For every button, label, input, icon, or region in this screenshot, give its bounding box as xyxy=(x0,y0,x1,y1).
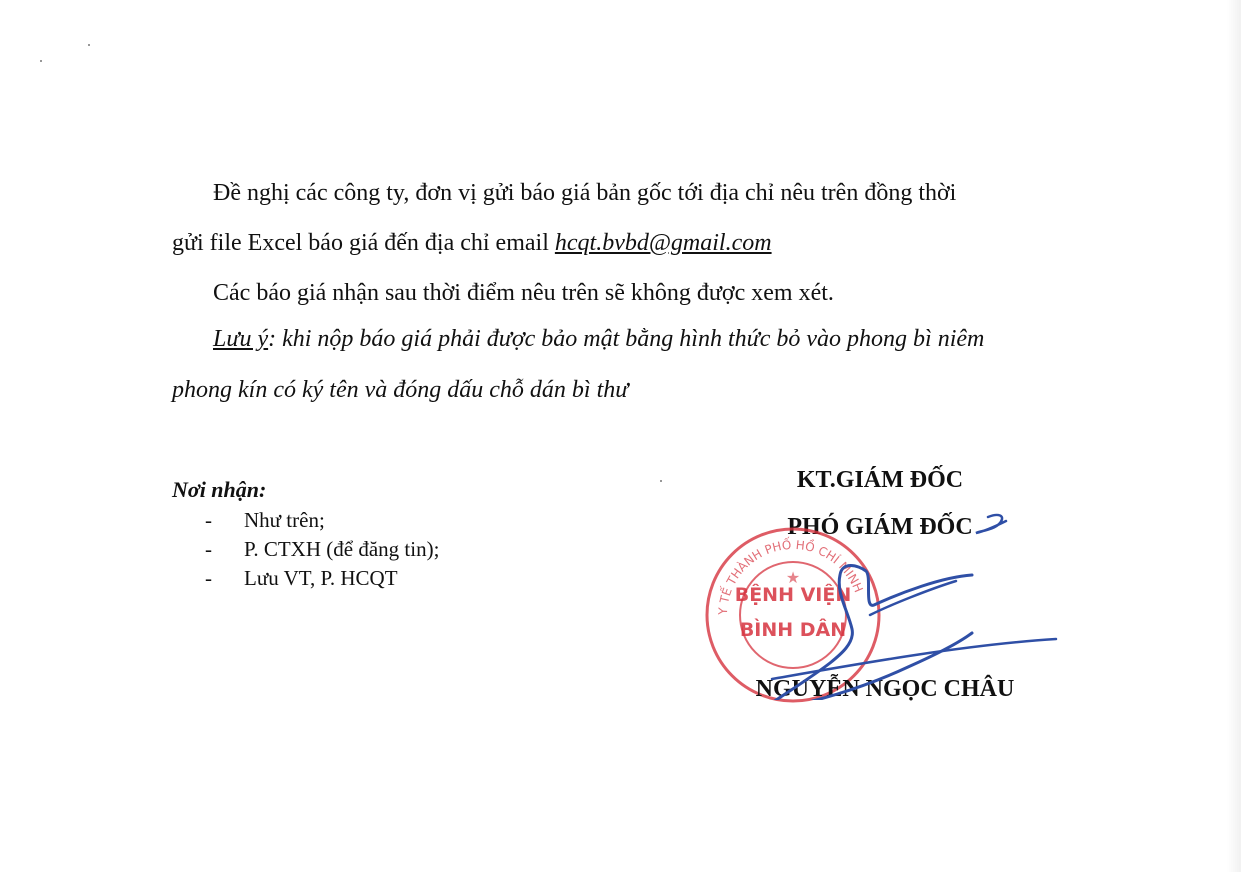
scan-edge xyxy=(1227,0,1241,872)
recipient-text: P. CTXH (để đăng tin); xyxy=(244,537,440,561)
note-text: : khi nộp báo giá phải được bảo mật bằng hình thức bỏ vào phong bì niêm xyxy=(268,326,985,352)
stamp-line-1: BỆNH VIỆN xyxy=(734,584,852,606)
note-label: Lưu ý xyxy=(213,326,269,352)
body-paragraph-1-line-1: Đề nghị các công ty, đơn vị gửi báo giá bản gốc tới địa chỉ nêu trên đồng thời xyxy=(213,180,957,206)
signature-title-2: PHÓ GIÁM ĐỐC xyxy=(787,514,973,540)
email-link[interactable]: hcqt.bvbd@gmail.com xyxy=(554,230,772,256)
handwritten-signature-icon xyxy=(760,505,1070,700)
stamp-line-2: BÌNH DÂN xyxy=(739,619,847,641)
note-line-2: phong kín có ký tên và đóng dấu chỗ dán bì thư xyxy=(172,377,629,403)
note-line-1 xyxy=(213,324,984,354)
stamp-ring-text: Y TẾ THÀNH PHỐ HỒ CHÍ MINH xyxy=(715,537,866,616)
scan-speck xyxy=(40,60,42,62)
list-item xyxy=(205,535,439,564)
signer-name: NGUYỄN NGỌC CHÂU xyxy=(755,676,1015,702)
list-dash: - xyxy=(205,537,212,561)
list-dash: - xyxy=(205,508,212,532)
stamp-star-icon: ★ xyxy=(785,568,801,587)
recipient-text: Lưu VT, P. HCQT xyxy=(244,566,398,590)
scan-speck xyxy=(660,480,662,482)
recipient-text: Như trên; xyxy=(244,508,325,532)
body-paragraph-1-line-2-text: gửi file Excel báo giá đến địa chỉ email xyxy=(172,230,555,256)
signature-title-1: KT.GIÁM ĐỐC xyxy=(796,467,964,493)
list-item xyxy=(205,506,439,535)
recipients-title: Nơi nhận: xyxy=(172,477,267,502)
list-item xyxy=(205,564,439,593)
recipients-list xyxy=(205,506,439,593)
scan-speck xyxy=(88,44,90,46)
body-paragraph-2: Các báo giá nhận sau thời điểm nêu trên sẽ không được xem xét. xyxy=(213,280,834,306)
body-paragraph-1-line-2 xyxy=(172,228,772,258)
list-dash: - xyxy=(205,566,212,590)
